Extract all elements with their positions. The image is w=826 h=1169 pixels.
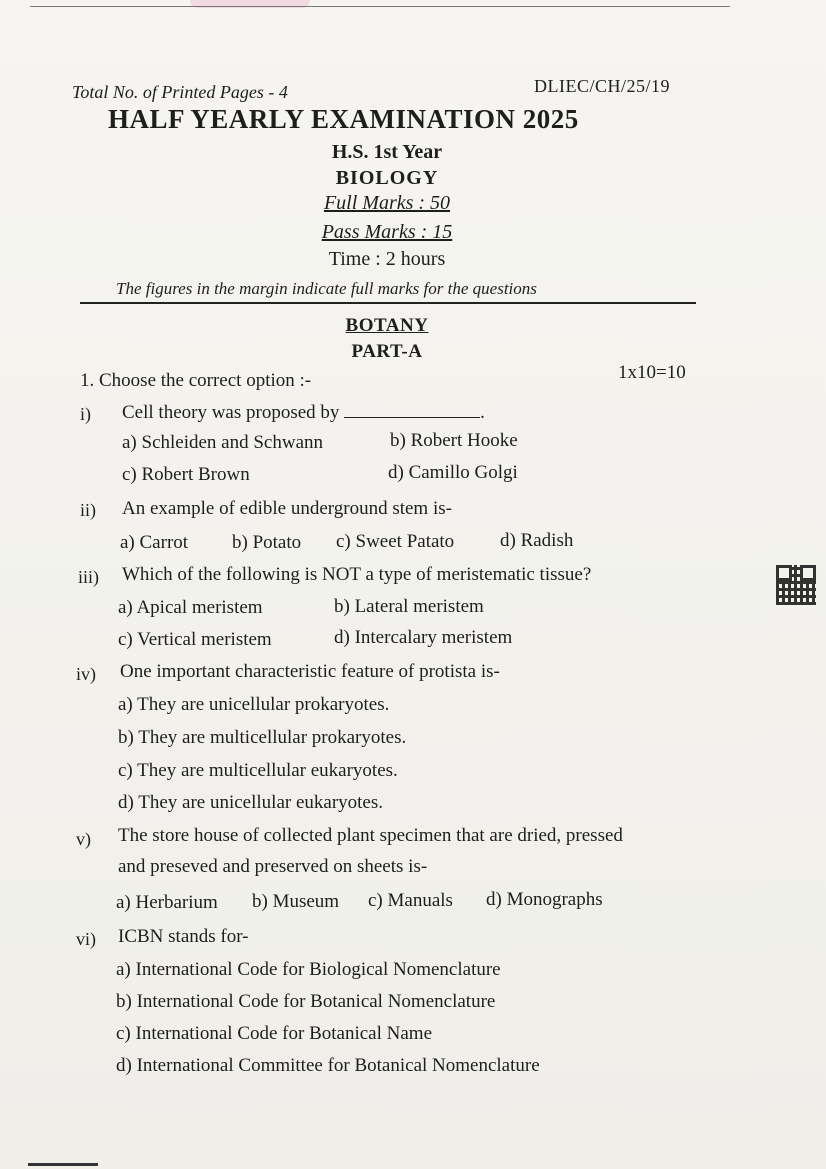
option: c) Sweet Patato bbox=[336, 531, 455, 552]
item-text: ICBN stands for- bbox=[118, 926, 249, 947]
class-year: H.S. 1st Year bbox=[331, 141, 443, 163]
full-marks-text: Full Marks : 50 bbox=[323, 192, 451, 214]
subject-name: BIOLOGY bbox=[335, 167, 439, 189]
part-title: PART-A bbox=[351, 341, 423, 362]
section-title bbox=[0, 315, 800, 337]
option: b) Robert Hooke bbox=[390, 430, 518, 451]
option: a) Schleiden and Schwann bbox=[122, 432, 324, 453]
full-marks bbox=[0, 192, 800, 215]
item-text: An example of edible underground stem is- bbox=[122, 498, 452, 519]
item-text-line-1: The store house of collected plant specimen that are dried, pressed bbox=[118, 825, 623, 846]
exam-title: HALF YEARLY EXAMINATION 2025 bbox=[108, 104, 579, 134]
option: d) Radish bbox=[500, 530, 574, 551]
option: a) Herbarium bbox=[116, 892, 218, 913]
item-number: vi) bbox=[76, 929, 96, 949]
qr-code-icon bbox=[776, 565, 816, 605]
top-edge-rule bbox=[30, 6, 730, 7]
exam-time: Time : 2 hours bbox=[328, 248, 446, 270]
item-text: Which of the following is NOT a type of meristematic tissue? bbox=[122, 564, 592, 585]
option: b) Lateral meristem bbox=[334, 596, 484, 617]
option: d) They are unicellular eukaryotes. bbox=[118, 792, 384, 813]
option: c) Manuals bbox=[368, 890, 453, 911]
item-number: ii) bbox=[80, 500, 96, 520]
pass-marks bbox=[0, 221, 800, 244]
option: a) They are unicellular prokaryotes. bbox=[118, 694, 390, 715]
header-divider bbox=[80, 302, 696, 304]
item-text bbox=[122, 402, 485, 424]
item-number: v) bbox=[76, 829, 91, 849]
option: d) International Committee for Botanical Nomenclature bbox=[116, 1055, 540, 1076]
option: d) Camillo Golgi bbox=[388, 462, 518, 483]
option: b) Museum bbox=[252, 891, 340, 912]
item-text-main: Cell theory was proposed by bbox=[122, 402, 340, 423]
paper-code: DLIEC/CH/25/19 bbox=[534, 76, 670, 96]
option: a) Apical meristem bbox=[118, 597, 263, 618]
option: b) Potato bbox=[232, 532, 302, 553]
section-name: BOTANY bbox=[345, 315, 429, 336]
pass-marks-text: Pass Marks : 15 bbox=[321, 221, 453, 243]
margin-note: The figures in the margin indicate full marks for the questions bbox=[116, 279, 537, 298]
option: d) Intercalary meristem bbox=[334, 627, 513, 648]
total-pages: Total No. of Printed Pages - 4 bbox=[72, 82, 288, 102]
item-text-end: . bbox=[480, 402, 485, 423]
item-text: One important characteristic feature of protista is- bbox=[120, 661, 500, 682]
option: c) Robert Brown bbox=[122, 464, 250, 485]
item-number: iv) bbox=[76, 664, 96, 684]
option: c) International Code for Botanical Name bbox=[116, 1023, 433, 1044]
item-text-line-2: and preseved and preserved on sheets is- bbox=[118, 856, 428, 877]
bottom-edge-mark bbox=[28, 1163, 98, 1166]
option: c) Vertical meristem bbox=[118, 629, 272, 650]
answer-blank bbox=[344, 403, 480, 418]
item-number: i) bbox=[80, 404, 91, 424]
option: a) International Code for Biological Nomenclature bbox=[116, 959, 501, 980]
item-number: iii) bbox=[78, 567, 99, 587]
option: d) Monographs bbox=[486, 889, 603, 910]
option: a) Carrot bbox=[120, 532, 189, 553]
option: c) They are multicellular eukaryotes. bbox=[118, 760, 398, 781]
question-1-marks: 1x10=10 bbox=[618, 362, 686, 383]
question-1-prompt: 1. Choose the correct option :- bbox=[80, 370, 312, 391]
option: b) International Code for Botanical Nomenclature bbox=[116, 991, 496, 1012]
option: b) They are multicellular prokaryotes. bbox=[118, 727, 407, 748]
